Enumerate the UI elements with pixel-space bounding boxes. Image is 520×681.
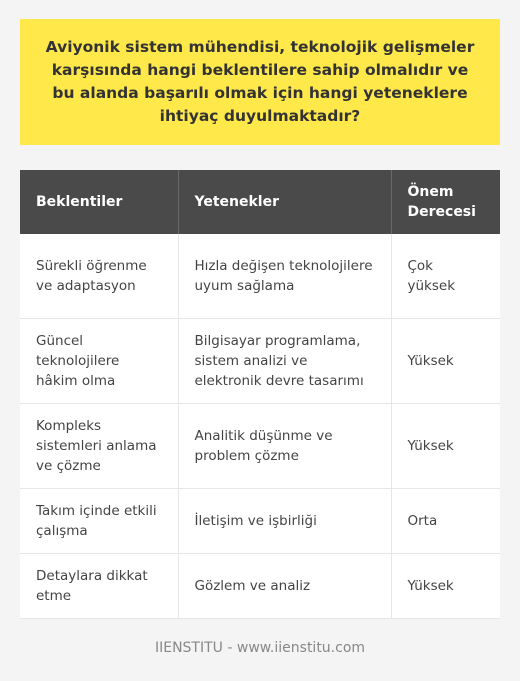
importance-cell: Yüksek	[391, 554, 500, 619]
table-row	[20, 554, 500, 619]
column-header-skills: Yetenekler	[178, 170, 391, 234]
skill-cell: Gözlem ve analiz	[178, 554, 391, 619]
importance-cell: Yüksek	[391, 404, 500, 489]
expectations-table	[20, 170, 500, 619]
table-row	[20, 319, 500, 404]
question-title: Aviyonik sistem mühendisi, teknolojik gelişmeler karşısında hangi beklentilere sahip olmalıdır ve bu alanda başarılı olmak için hangi yeteneklere ihtiyaç duyulmaktadır?	[45, 38, 475, 125]
table-row	[20, 489, 500, 554]
expectation-cell: Sürekli öğrenme ve adaptasyon	[20, 234, 178, 319]
importance-cell: Çok yüksek	[391, 234, 500, 319]
table-row	[20, 404, 500, 489]
table-header-row	[20, 170, 500, 234]
importance-cell: Orta	[391, 489, 500, 554]
skill-cell: Bilgisayar programlama, sistem analizi ve elektronik devre tasarımı	[178, 319, 391, 404]
skill-cell: Analitik düşünme ve problem çözme	[178, 404, 391, 489]
question-banner	[20, 19, 500, 145]
skill-cell: Hızla değişen teknolojilere uyum sağlama	[178, 234, 391, 319]
expectation-cell: Güncel teknolojilere hâkim olma	[20, 319, 178, 404]
table-row	[20, 234, 500, 319]
expectation-cell: Takım içinde etkili çalışma	[20, 489, 178, 554]
expectation-cell: Kompleks sistemleri anlama ve çözme	[20, 404, 178, 489]
column-header-expectations: Beklentiler	[20, 170, 178, 234]
column-header-importance: Önem Derecesi	[391, 170, 500, 234]
expectation-cell: Detaylara dikkat etme	[20, 554, 178, 619]
skill-cell: İletişim ve işbirliği	[178, 489, 391, 554]
footer-credit: IIENSTITU - www.iienstitu.com	[154, 640, 366, 656]
importance-cell: Yüksek	[391, 319, 500, 404]
